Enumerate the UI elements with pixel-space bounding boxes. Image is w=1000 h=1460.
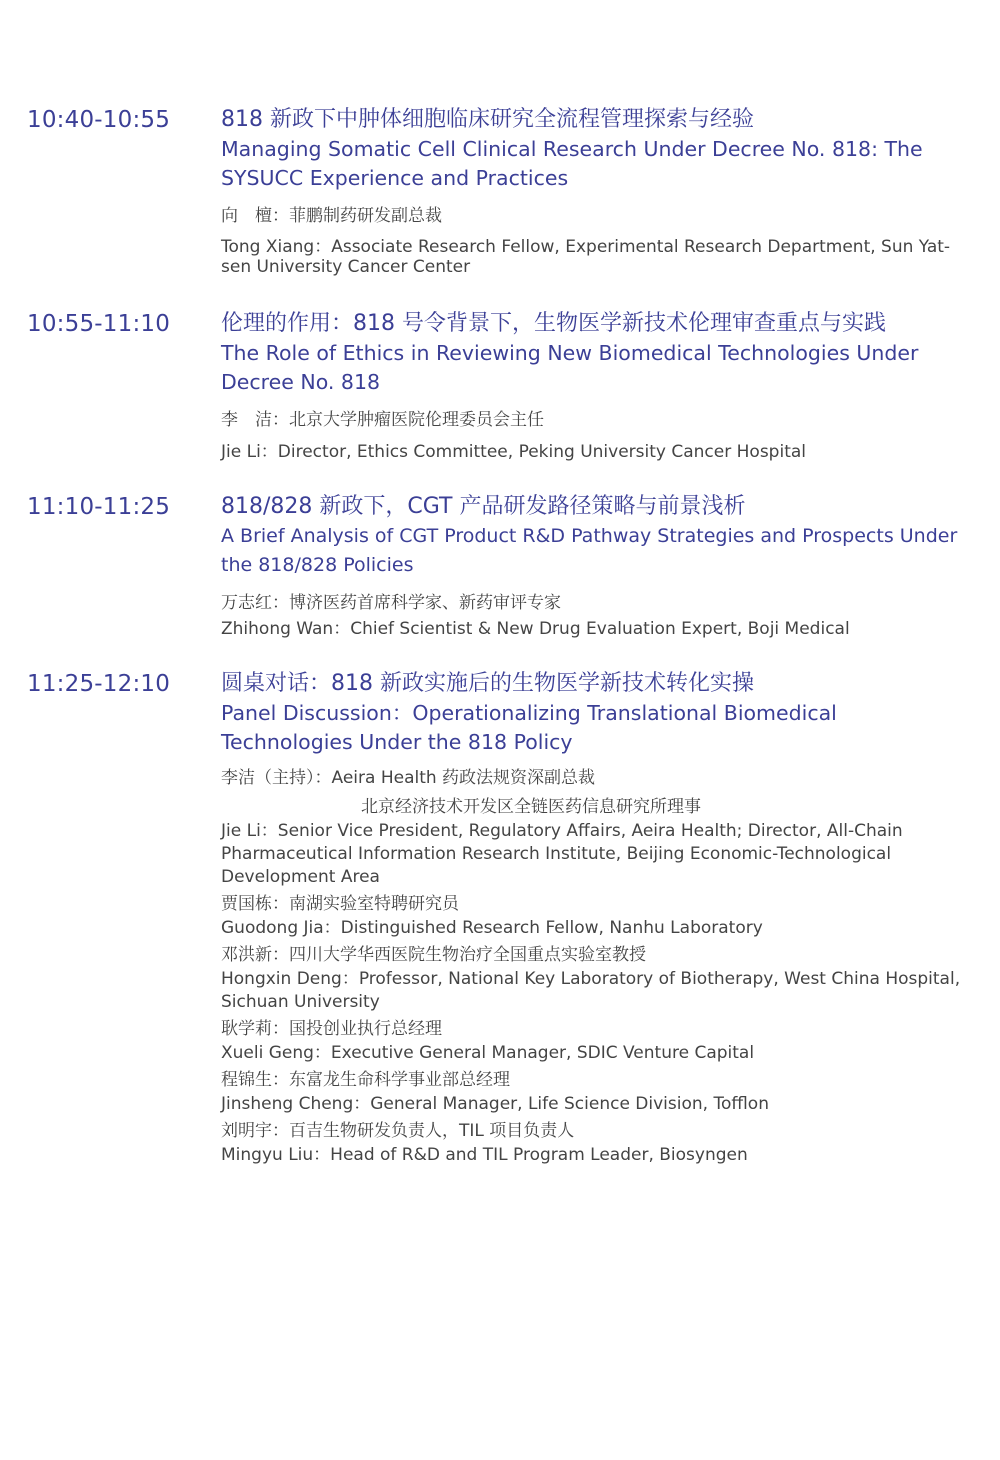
session-time: 10:55-11:10 — [27, 311, 171, 337]
session-time: 11:10-11:25 — [27, 494, 171, 520]
speaker-name-en: Zhihong Wan：Chief Scientist & New Drug Evaluation Expert, Boji Medical — [221, 619, 850, 639]
session-content — [221, 105, 961, 277]
session-title-en: The Role of Ethics in Reviewing New Biomedical Technologies Under Decree No. 818 — [221, 341, 919, 394]
session-title-en: Managing Somatic Cell Clinical Research Under Decree No. 818: The SYSUCC Experience and Practices — [221, 137, 923, 190]
session-title-en: Panel Discussion：Operationalizing Translational Biomedical Technologies Under the 818 Policy — [221, 701, 837, 754]
speaker-name-zh: 李洁（主持）：Aeira Health 药政法规资深副总裁 — [221, 768, 596, 788]
speaker-name-zh: 耿学莉：国投创业执行总经理 — [221, 1019, 442, 1039]
speaker-name-en: Xueli Geng：Executive General Manager, SDIC Venture Capital — [221, 1043, 755, 1063]
session-content — [221, 669, 961, 1167]
session-title-en: A Brief Analysis of CGT Product R&D Pathway Strategies and Prospects Under the 818/828 Policies — [221, 525, 958, 576]
speaker-name-en: Jie Li：Director, Ethics Committee, Peking University Cancer Hospital — [221, 442, 806, 462]
session-time: 11:25-12:10 — [27, 671, 171, 697]
speaker-name-en: Jie Li：Senior Vice President, Regulatory Affairs, Aeira Health; Director, All-Chain Pharmaceutical Information Research Institute, Beijing Economic-Technological Development Area — [221, 821, 903, 887]
speaker-name-en: Guodong Jia：Distinguished Research Fellow, Nanhu Laboratory — [221, 918, 763, 938]
speaker-name-en: Hongxin Deng：Professor, National Key Laboratory of Biotherapy, West China Hospital, Sichuan University — [221, 969, 961, 1012]
speaker-name-en: Mingyu Liu：Head of R&D and TIL Program Leader, Biosyngen — [221, 1145, 748, 1165]
speaker-name-zh: 贾国栋：南湖实验室特聘研究员 — [221, 894, 459, 914]
speaker-name-zh: 邓洪新：四川大学华西医院生物治疗全国重点实验室教授 — [221, 945, 646, 965]
speaker-name-zh: 向 檀：菲鹏制药研发副总裁 — [221, 206, 442, 226]
session-title-zh: 圆桌对话：818 新政实施后的生物医学新技术转化实操 — [221, 671, 754, 696]
speaker-list — [221, 767, 961, 1167]
speaker-affiliation-zh: 北京经济技术开发区全链医药信息研究所理事 — [361, 797, 701, 817]
speaker-list — [221, 409, 961, 464]
speaker-name-en: Tong Xiang：Associate Research Fellow, Experimental Research Department, Sun Yat-sen University Cancer Center — [221, 237, 951, 277]
speaker-list — [221, 205, 961, 277]
speaker-list — [221, 592, 961, 641]
speaker-name-zh: 李 洁：北京大学肿瘤医院伦理委员会主任 — [221, 410, 544, 430]
speaker-name-zh: 万志红：博济医药首席科学家、新药审评专家 — [221, 593, 561, 613]
session-content — [221, 309, 961, 464]
speaker-name-zh: 程锦生：东富龙生命科学事业部总经理 — [221, 1070, 510, 1090]
session-time: 10:40-10:55 — [27, 107, 171, 133]
session-title-zh: 818 新政下中肿体细胞临床研究全流程管理探索与经验 — [221, 107, 754, 132]
session-title-zh: 伦理的作用：818 号令背景下，生物医学新技术伦理审查重点与实践 — [221, 311, 886, 336]
session-title-zh: 818/828 新政下，CGT 产品研发路径策略与前景浅析 — [221, 494, 746, 519]
session-content — [221, 492, 961, 641]
speaker-name-zh: 刘明宇：百吉生物研发负责人，TIL 项目负责人 — [221, 1121, 575, 1141]
speaker-name-en: Jinsheng Cheng：General Manager, Life Science Division, Tofflon — [221, 1094, 769, 1114]
